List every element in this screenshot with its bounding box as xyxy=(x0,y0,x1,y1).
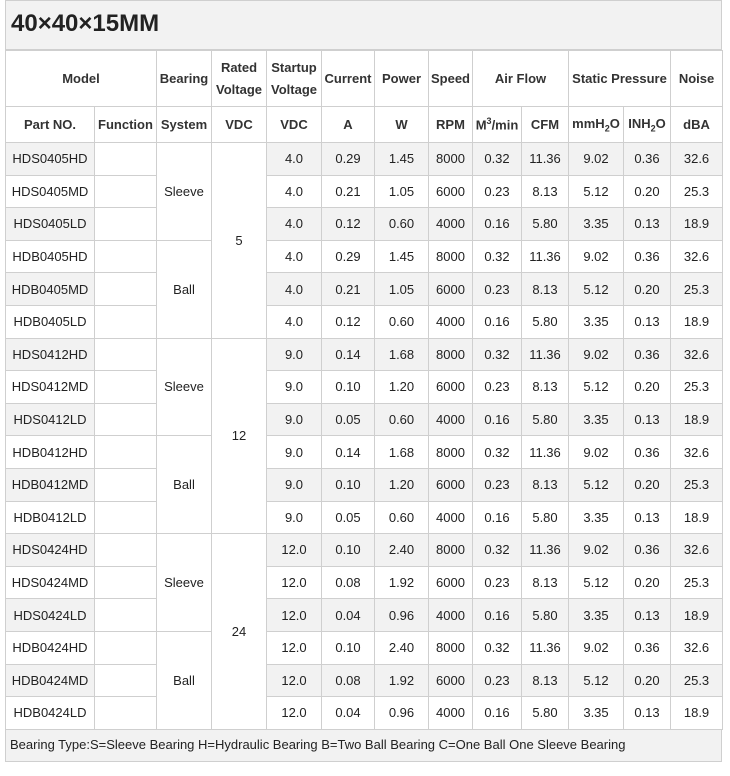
cell-pressure-mmh2o: 3.35 xyxy=(569,403,624,436)
cell-noise: 18.9 xyxy=(671,501,723,534)
cell-noise: 25.3 xyxy=(671,664,723,697)
cell-noise: 18.9 xyxy=(671,697,723,730)
cell-part-no: HDS0405MD xyxy=(6,175,95,208)
cell-pressure-inh2o: 0.36 xyxy=(624,143,671,176)
cell-part-no: HDB0424MD xyxy=(6,664,95,697)
spec-sheet xyxy=(5,0,722,762)
unit-rpm: RPM xyxy=(429,107,473,143)
cell-current: 0.10 xyxy=(322,631,375,664)
cell-power: 1.68 xyxy=(375,338,429,371)
cell-part-no: HDB0412LD xyxy=(6,501,95,534)
cell-speed: 4000 xyxy=(429,403,473,436)
cell-current: 0.10 xyxy=(322,371,375,404)
cell-pressure-inh2o: 0.20 xyxy=(624,566,671,599)
unit-cfm: CFM xyxy=(522,107,569,143)
cell-part-no: HDB0412HD xyxy=(6,436,95,469)
cell-pressure-inh2o: 0.13 xyxy=(624,208,671,241)
cell-function xyxy=(95,599,157,632)
unit-amps: A xyxy=(322,107,375,143)
cell-air-flow-m3: 0.23 xyxy=(473,273,522,306)
cell-startup-voltage: 4.0 xyxy=(267,273,322,306)
unit-inh2o: $INH_2O$ xyxy=(624,107,671,143)
cell-function xyxy=(95,534,157,567)
cell-function xyxy=(95,566,157,599)
cell-bearing-system: Ball xyxy=(157,240,212,338)
cell-startup-voltage: 9.0 xyxy=(267,468,322,501)
cell-noise: 18.9 xyxy=(671,403,723,436)
cell-function xyxy=(95,371,157,404)
cell-air-flow-m3: 0.23 xyxy=(473,664,522,697)
cell-current: 0.29 xyxy=(322,240,375,273)
cell-speed: 6000 xyxy=(429,468,473,501)
cell-function xyxy=(95,403,157,436)
cell-part-no: HDB0424LD xyxy=(6,697,95,730)
cell-startup-voltage: 4.0 xyxy=(267,240,322,273)
cell-pressure-inh2o: 0.20 xyxy=(624,468,671,501)
cell-speed: 6000 xyxy=(429,566,473,599)
cell-air-flow-m3: 0.23 xyxy=(473,175,522,208)
cell-speed: 4000 xyxy=(429,501,473,534)
cell-noise: 18.9 xyxy=(671,208,723,241)
cell-current: 0.04 xyxy=(322,599,375,632)
cell-part-no: HDS0424LD xyxy=(6,599,95,632)
cell-bearing-system: Ball xyxy=(157,631,212,729)
cell-speed: 4000 xyxy=(429,305,473,338)
cell-startup-voltage: 9.0 xyxy=(267,501,322,534)
cell-pressure-inh2o: 0.36 xyxy=(624,631,671,664)
cell-air-flow-cfm: 11.36 xyxy=(522,436,569,469)
cell-part-no: HDS0412HD xyxy=(6,338,95,371)
cell-pressure-inh2o: 0.20 xyxy=(624,371,671,404)
cell-noise: 18.9 xyxy=(671,599,723,632)
cell-power: 1.45 xyxy=(375,240,429,273)
cell-pressure-mmh2o: 5.12 xyxy=(569,664,624,697)
cell-function xyxy=(95,436,157,469)
cell-function xyxy=(95,175,157,208)
cell-power: 2.40 xyxy=(375,534,429,567)
cell-startup-voltage: 9.0 xyxy=(267,403,322,436)
cell-speed: 6000 xyxy=(429,664,473,697)
cell-function xyxy=(95,664,157,697)
cell-air-flow-cfm: 11.36 xyxy=(522,143,569,176)
cell-startup-voltage: 12.0 xyxy=(267,566,322,599)
cell-speed: 8000 xyxy=(429,631,473,664)
cell-function xyxy=(95,143,157,176)
spec-table-body xyxy=(6,143,723,730)
cell-air-flow-m3: 0.16 xyxy=(473,697,522,730)
cell-pressure-inh2o: 0.13 xyxy=(624,501,671,534)
cell-air-flow-cfm: 5.80 xyxy=(522,599,569,632)
cell-power: 1.05 xyxy=(375,175,429,208)
cell-air-flow-m3: 0.16 xyxy=(473,599,522,632)
cell-current: 0.12 xyxy=(322,208,375,241)
cell-air-flow-m3: 0.32 xyxy=(473,240,522,273)
cell-speed: 8000 xyxy=(429,143,473,176)
cell-power: 1.45 xyxy=(375,143,429,176)
cell-air-flow-cfm: 5.80 xyxy=(522,208,569,241)
cell-speed: 8000 xyxy=(429,534,473,567)
cell-power: 0.96 xyxy=(375,697,429,730)
unit-function: Function xyxy=(95,107,157,143)
cell-noise: 25.3 xyxy=(671,566,723,599)
cell-speed: 8000 xyxy=(429,240,473,273)
cell-current: 0.08 xyxy=(322,566,375,599)
unit-rated-vdc: VDC xyxy=(212,107,267,143)
cell-power: 1.92 xyxy=(375,664,429,697)
cell-power: 1.92 xyxy=(375,566,429,599)
cell-air-flow-cfm: 5.80 xyxy=(522,403,569,436)
cell-current: 0.05 xyxy=(322,501,375,534)
table-row xyxy=(6,273,723,306)
unit-startup-vdc: VDC xyxy=(267,107,322,143)
cell-pressure-inh2o: 0.13 xyxy=(624,403,671,436)
cell-function xyxy=(95,697,157,730)
cell-air-flow-cfm: 8.13 xyxy=(522,468,569,501)
table-row xyxy=(6,468,723,501)
cell-power: 0.96 xyxy=(375,599,429,632)
cell-power: 0.60 xyxy=(375,501,429,534)
cell-air-flow-m3: 0.32 xyxy=(473,534,522,567)
header-row-2 xyxy=(6,107,723,143)
cell-bearing-system: Sleeve xyxy=(157,143,212,241)
cell-air-flow-cfm: 11.36 xyxy=(522,631,569,664)
header-air-flow: Air Flow xyxy=(473,51,569,107)
cell-pressure-inh2o: 0.13 xyxy=(624,697,671,730)
header-noise: Noise xyxy=(671,51,723,107)
cell-air-flow-cfm: 8.13 xyxy=(522,371,569,404)
table-row xyxy=(6,599,723,632)
table-row xyxy=(6,305,723,338)
cell-current: 0.29 xyxy=(322,143,375,176)
cell-startup-voltage: 9.0 xyxy=(267,436,322,469)
cell-pressure-inh2o: 0.20 xyxy=(624,664,671,697)
cell-pressure-mmh2o: 3.35 xyxy=(569,501,624,534)
cell-function xyxy=(95,305,157,338)
cell-pressure-mmh2o: 9.02 xyxy=(569,240,624,273)
cell-noise: 32.6 xyxy=(671,240,723,273)
cell-part-no: HDS0405HD xyxy=(6,143,95,176)
cell-startup-voltage: 12.0 xyxy=(267,534,322,567)
cell-speed: 6000 xyxy=(429,371,473,404)
cell-air-flow-cfm: 5.80 xyxy=(522,697,569,730)
unit-dba: dBA xyxy=(671,107,723,143)
cell-air-flow-cfm: 8.13 xyxy=(522,175,569,208)
cell-pressure-inh2o: 0.36 xyxy=(624,436,671,469)
cell-power: 0.60 xyxy=(375,403,429,436)
cell-startup-voltage: 4.0 xyxy=(267,305,322,338)
cell-air-flow-cfm: 11.36 xyxy=(522,240,569,273)
cell-speed: 6000 xyxy=(429,273,473,306)
cell-part-no: HDB0405MD xyxy=(6,273,95,306)
cell-bearing-system: Sleeve xyxy=(157,534,212,632)
header-row-1 xyxy=(6,51,723,107)
cell-function xyxy=(95,240,157,273)
cell-pressure-inh2o: 0.20 xyxy=(624,273,671,306)
cell-speed: 8000 xyxy=(429,338,473,371)
cell-noise: 32.6 xyxy=(671,338,723,371)
table-row xyxy=(6,208,723,241)
cell-power: 1.68 xyxy=(375,436,429,469)
header-model: Model xyxy=(6,51,157,107)
cell-function xyxy=(95,468,157,501)
cell-part-no: HDS0424MD xyxy=(6,566,95,599)
cell-pressure-mmh2o: 3.35 xyxy=(569,305,624,338)
cell-pressure-inh2o: 0.36 xyxy=(624,338,671,371)
cell-pressure-mmh2o: 9.02 xyxy=(569,436,624,469)
cell-power: 1.05 xyxy=(375,273,429,306)
table-row xyxy=(6,501,723,534)
cell-pressure-mmh2o: 5.12 xyxy=(569,566,624,599)
cell-pressure-inh2o: 0.36 xyxy=(624,240,671,273)
cell-current: 0.21 xyxy=(322,175,375,208)
cell-air-flow-m3: 0.16 xyxy=(473,305,522,338)
cell-part-no: HDB0405LD xyxy=(6,305,95,338)
cell-part-no: HDS0405LD xyxy=(6,208,95,241)
cell-speed: 4000 xyxy=(429,208,473,241)
cell-noise: 18.9 xyxy=(671,305,723,338)
cell-pressure-mmh2o: 3.35 xyxy=(569,599,624,632)
cell-noise: 25.3 xyxy=(671,468,723,501)
cell-pressure-inh2o: 0.20 xyxy=(624,175,671,208)
cell-bearing-system: Sleeve xyxy=(157,338,212,436)
table-row xyxy=(6,240,723,273)
cell-noise: 32.6 xyxy=(671,143,723,176)
cell-pressure-mmh2o: 3.35 xyxy=(569,208,624,241)
cell-noise: 32.6 xyxy=(671,534,723,567)
cell-air-flow-cfm: 8.13 xyxy=(522,273,569,306)
cell-air-flow-cfm: 11.36 xyxy=(522,338,569,371)
cell-current: 0.12 xyxy=(322,305,375,338)
cell-startup-voltage: 12.0 xyxy=(267,664,322,697)
spec-table xyxy=(5,50,723,730)
unit-m3-per-min: $M^3/\min$ xyxy=(473,107,522,143)
unit-part-no: Part NO. xyxy=(6,107,95,143)
cell-startup-voltage: 4.0 xyxy=(267,143,322,176)
table-row xyxy=(6,143,723,176)
table-row xyxy=(6,697,723,730)
unit-mmh2o: mmH$_2$O xyxy=(569,107,624,143)
cell-pressure-mmh2o: 9.02 xyxy=(569,338,624,371)
cell-pressure-mmh2o: 5.12 xyxy=(569,175,624,208)
cell-part-no: HDS0412LD xyxy=(6,403,95,436)
cell-function xyxy=(95,338,157,371)
cell-air-flow-m3: 0.32 xyxy=(473,143,522,176)
cell-pressure-mmh2o: 5.12 xyxy=(569,468,624,501)
cell-current: 0.10 xyxy=(322,468,375,501)
cell-rated-voltage: 5 xyxy=(212,143,267,339)
table-row xyxy=(6,566,723,599)
cell-pressure-inh2o: 0.13 xyxy=(624,305,671,338)
cell-pressure-mmh2o: 3.35 xyxy=(569,697,624,730)
header-rated-voltage: Rated Voltage xyxy=(212,51,267,107)
cell-function xyxy=(95,273,157,306)
cell-air-flow-m3: 0.16 xyxy=(473,501,522,534)
bearing-type-legend: Bearing Type:S=Sleeve Bearing H=Hydraulic Bearing B=Two Ball Bearing C=One Ball One Sleeve Bearing xyxy=(5,730,722,762)
header-startup-voltage: Startup Voltage xyxy=(267,51,322,107)
cell-current: 0.10 xyxy=(322,534,375,567)
cell-power: 1.20 xyxy=(375,468,429,501)
cell-power: 0.60 xyxy=(375,305,429,338)
header-current: Current xyxy=(322,51,375,107)
cell-air-flow-cfm: 8.13 xyxy=(522,566,569,599)
cell-pressure-mmh2o: 9.02 xyxy=(569,143,624,176)
cell-speed: 8000 xyxy=(429,436,473,469)
cell-noise: 25.3 xyxy=(671,273,723,306)
cell-part-no: HDS0412MD xyxy=(6,371,95,404)
cell-speed: 4000 xyxy=(429,599,473,632)
cell-speed: 6000 xyxy=(429,175,473,208)
cell-current: 0.04 xyxy=(322,697,375,730)
cell-current: 0.05 xyxy=(322,403,375,436)
cell-air-flow-m3: 0.32 xyxy=(473,338,522,371)
cell-startup-voltage: 12.0 xyxy=(267,599,322,632)
table-row xyxy=(6,436,723,469)
cell-air-flow-cfm: 11.36 xyxy=(522,534,569,567)
cell-function xyxy=(95,208,157,241)
cell-part-no: HDB0412MD xyxy=(6,468,95,501)
cell-pressure-inh2o: 0.13 xyxy=(624,599,671,632)
cell-pressure-mmh2o: 5.12 xyxy=(569,273,624,306)
cell-rated-voltage: 24 xyxy=(212,534,267,730)
cell-air-flow-m3: 0.16 xyxy=(473,403,522,436)
cell-pressure-mmh2o: 9.02 xyxy=(569,631,624,664)
header-static-pressure: Static Pressure xyxy=(569,51,671,107)
cell-bearing-system: Ball xyxy=(157,436,212,534)
table-row xyxy=(6,664,723,697)
cell-part-no: HDB0405HD xyxy=(6,240,95,273)
cell-startup-voltage: 9.0 xyxy=(267,371,322,404)
unit-watts: W xyxy=(375,107,429,143)
cell-power: 0.60 xyxy=(375,208,429,241)
cell-air-flow-cfm: 5.80 xyxy=(522,501,569,534)
cell-current: 0.08 xyxy=(322,664,375,697)
cell-noise: 32.6 xyxy=(671,631,723,664)
cell-power: 1.20 xyxy=(375,371,429,404)
cell-noise: 25.3 xyxy=(671,175,723,208)
cell-pressure-inh2o: 0.36 xyxy=(624,534,671,567)
cell-part-no: HDS0424HD xyxy=(6,534,95,567)
cell-pressure-mmh2o: 5.12 xyxy=(569,371,624,404)
table-row xyxy=(6,534,723,567)
cell-noise: 25.3 xyxy=(671,371,723,404)
cell-function xyxy=(95,501,157,534)
cell-startup-voltage: 4.0 xyxy=(267,208,322,241)
table-row xyxy=(6,371,723,404)
cell-power: 2.40 xyxy=(375,631,429,664)
header-speed: Speed xyxy=(429,51,473,107)
table-row xyxy=(6,175,723,208)
cell-current: 0.21 xyxy=(322,273,375,306)
table-row xyxy=(6,403,723,436)
cell-startup-voltage: 12.0 xyxy=(267,631,322,664)
table-row xyxy=(6,338,723,371)
cell-air-flow-m3: 0.32 xyxy=(473,436,522,469)
cell-startup-voltage: 9.0 xyxy=(267,338,322,371)
table-row xyxy=(6,631,723,664)
cell-air-flow-m3: 0.23 xyxy=(473,371,522,404)
cell-air-flow-cfm: 5.80 xyxy=(522,305,569,338)
header-power: Power xyxy=(375,51,429,107)
page-title: 40×40×15MM xyxy=(5,0,722,50)
cell-air-flow-m3: 0.23 xyxy=(473,468,522,501)
cell-current: 0.14 xyxy=(322,338,375,371)
cell-noise: 32.6 xyxy=(671,436,723,469)
cell-startup-voltage: 4.0 xyxy=(267,175,322,208)
cell-part-no: HDB0424HD xyxy=(6,631,95,664)
unit-system: System xyxy=(157,107,212,143)
cell-speed: 4000 xyxy=(429,697,473,730)
cell-air-flow-cfm: 8.13 xyxy=(522,664,569,697)
cell-current: 0.14 xyxy=(322,436,375,469)
cell-rated-voltage: 12 xyxy=(212,338,267,534)
cell-air-flow-m3: 0.32 xyxy=(473,631,522,664)
header-bearing: Bearing xyxy=(157,51,212,107)
cell-startup-voltage: 12.0 xyxy=(267,697,322,730)
cell-pressure-mmh2o: 9.02 xyxy=(569,534,624,567)
cell-function xyxy=(95,631,157,664)
cell-air-flow-m3: 0.16 xyxy=(473,208,522,241)
cell-air-flow-m3: 0.23 xyxy=(473,566,522,599)
